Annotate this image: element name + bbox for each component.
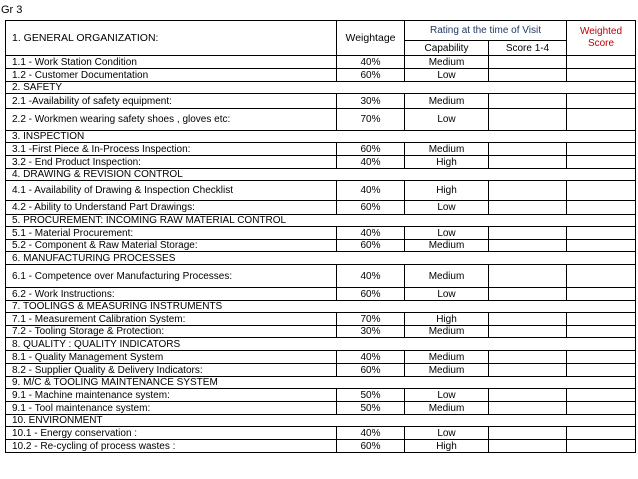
item-row — [6, 427, 636, 440]
weight-cell: 50% — [337, 402, 405, 415]
item-row — [6, 440, 636, 453]
section-heading: 10. ENVIRONMENT — [6, 415, 636, 427]
capability-cell: Medium — [405, 351, 489, 364]
item-row — [6, 69, 636, 82]
score-cell — [489, 364, 567, 377]
score-cell — [489, 201, 567, 215]
item-label: 3.2 - End Product Inspection: — [6, 156, 337, 169]
section-row — [6, 215, 636, 227]
item-label: 6.1 - Competence over Manufacturing Processes: — [6, 265, 337, 288]
section-row — [6, 82, 636, 94]
item-label: 1.1 - Work Station Condition — [6, 56, 337, 69]
item-label: 10.2 - Re-cycling of process wastes : — [6, 440, 337, 453]
item-row — [6, 94, 636, 109]
item-label: 6.2 - Work Instructions: — [6, 288, 337, 301]
item-row — [6, 227, 636, 240]
capability-cell: Medium — [405, 94, 489, 109]
weight-cell: 60% — [337, 201, 405, 215]
section-heading: 3. INSPECTION — [6, 131, 636, 143]
capability-cell: High — [405, 440, 489, 453]
weighted-score-cell — [567, 143, 636, 156]
capability-cell: High — [405, 156, 489, 169]
weighted-score-header: Weighted Score — [567, 21, 636, 56]
capability-cell: Low — [405, 389, 489, 402]
score-header: Score 1-4 — [489, 41, 567, 56]
item-row — [6, 313, 636, 326]
section-row — [6, 131, 636, 143]
section-heading: 5. PROCUREMENT: INCOMING RAW MATERIAL CONTROL — [6, 215, 636, 227]
item-label: 7.1 - Measurement Calibration System: — [6, 313, 337, 326]
weight-cell: 60% — [337, 240, 405, 252]
section-row — [6, 252, 636, 265]
section-heading: 8. QUALITY : QUALITY INDICATORS — [6, 338, 636, 351]
item-label: 9.1 - Machine maintenance system: — [6, 389, 337, 402]
score-cell — [489, 427, 567, 440]
capability-cell: Low — [405, 427, 489, 440]
item-label: 5.2 - Component & Raw Material Storage: — [6, 240, 337, 252]
capability-cell: Medium — [405, 364, 489, 377]
score-cell — [489, 351, 567, 364]
weighted-score-cell — [567, 94, 636, 109]
section-row — [6, 338, 636, 351]
weighted-score-cell — [567, 56, 636, 69]
item-label: 10.1 - Energy conservation : — [6, 427, 337, 440]
weight-cell: 70% — [337, 109, 405, 131]
item-row — [6, 265, 636, 288]
weighted-score-cell — [567, 109, 636, 131]
score-cell — [489, 94, 567, 109]
item-label: 7.2 - Tooling Storage & Protection: — [6, 326, 337, 338]
capability-header: Capability — [405, 41, 489, 56]
capability-cell: Medium — [405, 402, 489, 415]
weighted-score-cell — [567, 351, 636, 364]
item-label: 3.1 -First Piece & In-Process Inspection: — [6, 143, 337, 156]
section-heading: 4. DRAWING & REVISION CONTROL — [6, 169, 636, 181]
score-cell — [489, 156, 567, 169]
item-label: 2.2 - Workmen wearing safety shoes , gloves etc: — [6, 109, 337, 131]
score-cell — [489, 56, 567, 69]
weighted-score-cell — [567, 288, 636, 301]
section-row — [6, 377, 636, 389]
weight-cell: 60% — [337, 364, 405, 377]
score-cell — [489, 240, 567, 252]
weight-cell: 50% — [337, 389, 405, 402]
section-heading: 7. TOOLINGS & MEASURING INSTRUMENTS — [6, 301, 636, 313]
score-cell — [489, 227, 567, 240]
weighted-score-cell — [567, 313, 636, 326]
item-label: 5.1 - Material Procurement: — [6, 227, 337, 240]
item-row — [6, 389, 636, 402]
capability-cell: Medium — [405, 56, 489, 69]
score-cell — [489, 69, 567, 82]
score-cell — [489, 402, 567, 415]
weight-cell: 30% — [337, 326, 405, 338]
item-row — [6, 201, 636, 215]
weighted-score-cell — [567, 265, 636, 288]
weight-cell: 60% — [337, 143, 405, 156]
item-row — [6, 156, 636, 169]
item-row — [6, 143, 636, 156]
weighted-score-cell — [567, 201, 636, 215]
capability-cell: Low — [405, 69, 489, 82]
score-cell — [489, 326, 567, 338]
weight-cell: 60% — [337, 440, 405, 453]
item-label: 1.2 - Customer Documentation — [6, 69, 337, 82]
score-cell — [489, 440, 567, 453]
weight-cell: 40% — [337, 265, 405, 288]
capability-cell: Medium — [405, 326, 489, 338]
section-row — [6, 415, 636, 427]
score-cell — [489, 181, 567, 201]
score-cell — [489, 288, 567, 301]
weight-cell: 40% — [337, 351, 405, 364]
header-row-top — [6, 21, 636, 41]
score-cell — [489, 143, 567, 156]
item-row — [6, 109, 636, 131]
weighted-score-cell — [567, 227, 636, 240]
section-title-1: 1. GENERAL ORGANIZATION: — [6, 21, 337, 56]
rating-group-header: Rating at the time of Visit — [405, 21, 567, 41]
weight-cell: 60% — [337, 288, 405, 301]
weight-cell: 40% — [337, 227, 405, 240]
item-row — [6, 56, 636, 69]
section-row — [6, 169, 636, 181]
item-row — [6, 326, 636, 338]
item-label: 8.1 - Quality Management System — [6, 351, 337, 364]
weighted-score-cell — [567, 364, 636, 377]
capability-cell: Low — [405, 109, 489, 131]
section-row — [6, 301, 636, 313]
item-row — [6, 181, 636, 201]
capability-cell: Low — [405, 227, 489, 240]
capability-cell: Low — [405, 288, 489, 301]
section-heading: 2. SAFETY — [6, 82, 636, 94]
sheet-label: Gr 3 — [1, 4, 23, 16]
capability-cell: Low — [405, 201, 489, 215]
weighted-score-cell — [567, 389, 636, 402]
weighted-score-cell — [567, 326, 636, 338]
weighted-score-cell — [567, 156, 636, 169]
item-row — [6, 402, 636, 415]
item-label: 4.1 - Availability of Drawing & Inspection Checklist — [6, 181, 337, 201]
item-row — [6, 240, 636, 252]
score-cell — [489, 265, 567, 288]
score-cell — [489, 109, 567, 131]
weight-cell: 40% — [337, 56, 405, 69]
section-heading: 9. M/C & TOOLING MAINTENANCE SYSTEM — [6, 377, 636, 389]
capability-cell: High — [405, 313, 489, 326]
capability-cell: High — [405, 181, 489, 201]
weight-cell: 30% — [337, 94, 405, 109]
item-row — [6, 288, 636, 301]
weight-cell: 40% — [337, 427, 405, 440]
capability-cell: Medium — [405, 265, 489, 288]
item-row — [6, 351, 636, 364]
item-label: 4.2 - Ability to Understand Part Drawings: — [6, 201, 337, 215]
item-label: 2.1 -Availability of safety equipment: — [6, 94, 337, 109]
weighted-score-cell — [567, 427, 636, 440]
weight-cell: 70% — [337, 313, 405, 326]
capability-cell: Medium — [405, 143, 489, 156]
section-heading: 6. MANUFACTURING PROCESSES — [6, 252, 636, 265]
score-cell — [489, 389, 567, 402]
weighted-score-cell — [567, 440, 636, 453]
weight-cell: 60% — [337, 69, 405, 82]
item-label: 9.1 - Tool maintenance system: — [6, 402, 337, 415]
capability-cell: Medium — [405, 240, 489, 252]
weightage-header: Weightage — [337, 21, 405, 56]
score-cell — [489, 313, 567, 326]
weight-cell: 40% — [337, 181, 405, 201]
weighted-score-cell — [567, 402, 636, 415]
evaluation-table — [5, 20, 636, 453]
weight-cell: 40% — [337, 156, 405, 169]
item-label: 8.2 - Supplier Quality & Delivery Indicators: — [6, 364, 337, 377]
weighted-score-cell — [567, 240, 636, 252]
item-row — [6, 364, 636, 377]
weighted-score-cell — [567, 181, 636, 201]
weighted-score-cell — [567, 69, 636, 82]
